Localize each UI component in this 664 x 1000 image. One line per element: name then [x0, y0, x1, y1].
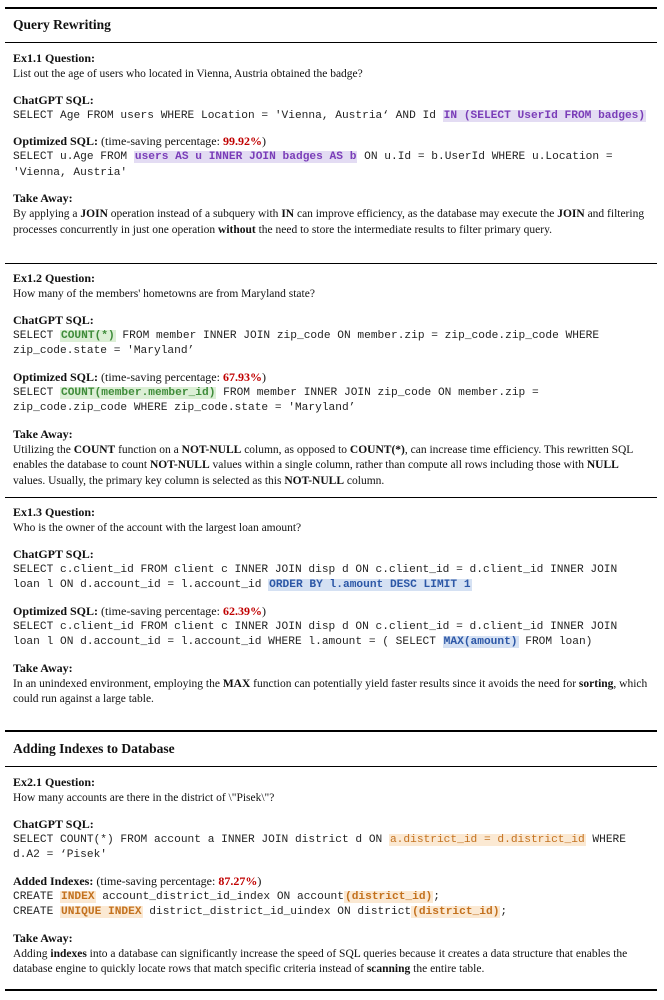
- chatgpt-sql-code: SELECT COUNT(*) FROM account a INNER JOIN district d ON a.district_id = d.district_id WHERE d.A2 = ‘Pisek': [13, 833, 626, 861]
- section-title-query-rewriting: Query Rewriting: [13, 17, 111, 32]
- optimized-sql-code: SELECT c.client_id FROM client c INNER JOIN disp d ON c.client_id = d.client_id INNER JOIN loan l ON d.account_id = l.account_id WHERE l.amount = ( SELECT MAX(amount) FROM loan): [13, 620, 618, 648]
- chatgpt-sql-label: ChatGPT SQL:: [13, 546, 94, 561]
- take-away-text: Adding indexes into a database can significantly increase the speed of SQL queries because it creates a data structure that enables the database engine to quickly locate rows that match specific criteria instead of scanning the entire table.: [13, 947, 628, 975]
- highlight-count-star: COUNT(*): [61, 329, 115, 342]
- take-away-label: Take Away:: [13, 426, 73, 441]
- take-away-label: Take Away:: [13, 660, 73, 675]
- section-rule: [5, 766, 657, 767]
- highlight-index: INDEX: [61, 890, 95, 903]
- optimized-sql-label: Optimized SQL: (time-saving percentage: 67.93%): [13, 369, 266, 384]
- highlight-district-id: (district_id): [412, 906, 500, 918]
- highlight-order-by: ORDER BY l.amount DESC LIMIT 1: [269, 579, 471, 591]
- highlight-unique-index: UNIQUE INDEX: [61, 906, 142, 918]
- highlight-join-condition: a.district_id = d.district_id: [389, 833, 585, 846]
- highlight-join: users AS u INNER JOIN badges AS b: [134, 151, 357, 163]
- chatgpt-sql-label: ChatGPT SQL:: [13, 92, 94, 107]
- chatgpt-sql-code: SELECT Age FROM users WHERE Location = 'Vienna, Austria‘ AND Id IN (SELECT UserId FROM badges): [13, 109, 646, 122]
- top-rule: [5, 7, 657, 9]
- highlight-district-id: (district_id): [344, 890, 433, 903]
- time-saving-percentage: 62.39%: [222, 603, 262, 618]
- take-away-label: Take Away:: [13, 930, 73, 945]
- chatgpt-sql-code: SELECT c.client_id FROM client c INNER JOIN disp d ON c.client_id = d.client_id INNER JOIN loan l ON d.account_id = l.account_id ORDER BY l.amount DESC LIMIT 1: [13, 563, 618, 591]
- example-divider: [5, 497, 657, 498]
- index-statement-1: CREATE INDEX account_district_id_index ON account(district_id);: [13, 890, 440, 903]
- optimized-sql-code: SELECT u.Age FROM users AS u INNER JOIN badges AS b ON u.Id = b.UserId WHERE u.Location = 'Vienna, Austria': [13, 151, 613, 179]
- section-rule: [5, 42, 657, 43]
- highlight-subquery: IN (SELECT UserId FROM badges): [443, 109, 646, 122]
- optimized-sql-code: SELECT COUNT(member.member_id) FROM member INNER JOIN zip_code ON member.zip = zip_code.zip_code WHERE zip_code.state = 'Maryland’: [13, 386, 539, 414]
- time-saving-percentage: 67.93%: [222, 369, 262, 384]
- example-divider: [5, 263, 657, 264]
- take-away-label: Take Away:: [13, 191, 73, 205]
- question-label: Ex1.2 Question:: [13, 271, 96, 285]
- question-label: Ex1.3 Question:: [13, 505, 96, 519]
- section-divider: [5, 730, 657, 732]
- question-label: Ex1.1 Question:: [13, 51, 96, 65]
- highlight-max: MAX(amount): [443, 636, 518, 648]
- example-1-2: [13, 271, 649, 489]
- question-label: Ex2.1 Question:: [13, 775, 96, 789]
- take-away-text: Utilizing the COUNT function on a NOT-NULL column, as opposed to COUNT(*), can increase time efficiency. This rewritten SQL enables the database to count NOT-NULL values within a single column, rather than compute all rows including those with NULL values. Usually, the primary key column is selected as this NOT-NULL column.: [13, 443, 633, 487]
- chatgpt-sql-label: ChatGPT SQL:: [13, 816, 94, 831]
- question-text: Who is the owner of the account with the largest loan amount?: [13, 522, 302, 534]
- question-text: List out the age of users who located in Vienna, Austria obtained the badge?: [13, 68, 363, 80]
- take-away-text: In an unindexed environment, employing the MAX function can potentially yield faster results since it avoids the need for sorting, which could run against a large table.: [13, 677, 648, 705]
- time-saving-percentage: 99.92%: [222, 134, 262, 148]
- question-text: How many accounts are there in the district of \"Pisek\"?: [13, 792, 275, 804]
- bottom-rule: [5, 989, 657, 991]
- added-indexes-label: Added Indexes: (time-saving percentage: 87.27%): [13, 873, 262, 888]
- chatgpt-sql-label: ChatGPT SQL:: [13, 312, 94, 327]
- chatgpt-sql-code: SELECT COUNT(*) FROM member INNER JOIN zip_code ON member.zip = zip_code.zip_code WHERE zip_code.state = 'Maryland’: [13, 329, 600, 357]
- section-title-adding-indexes: Adding Indexes to Database: [13, 741, 175, 756]
- example-1-1: [13, 51, 649, 238]
- highlight-count-column: COUNT(member.member_id): [61, 386, 216, 399]
- optimized-sql-label: Optimized SQL: (time-saving percentage: 99.92%): [13, 134, 266, 148]
- optimized-sql-label: Optimized SQL: (time-saving percentage: 62.39%): [13, 603, 266, 618]
- time-saving-percentage: 87.27%: [218, 873, 258, 888]
- example-2-1: [13, 775, 649, 978]
- example-1-3: [13, 505, 649, 708]
- index-statement-2: CREATE UNIQUE INDEX district_district_id_uindex ON district(district_id);: [13, 906, 508, 918]
- question-text: How many of the members' hometowns are from Maryland state?: [13, 288, 315, 300]
- take-away-text: By applying a JOIN operation instead of a subquery with IN can improve efficiency, as the database may execute the JOIN and filtering processes concurrently in just one operation without the need to store the intermediate results to filter primary query.: [13, 208, 645, 236]
